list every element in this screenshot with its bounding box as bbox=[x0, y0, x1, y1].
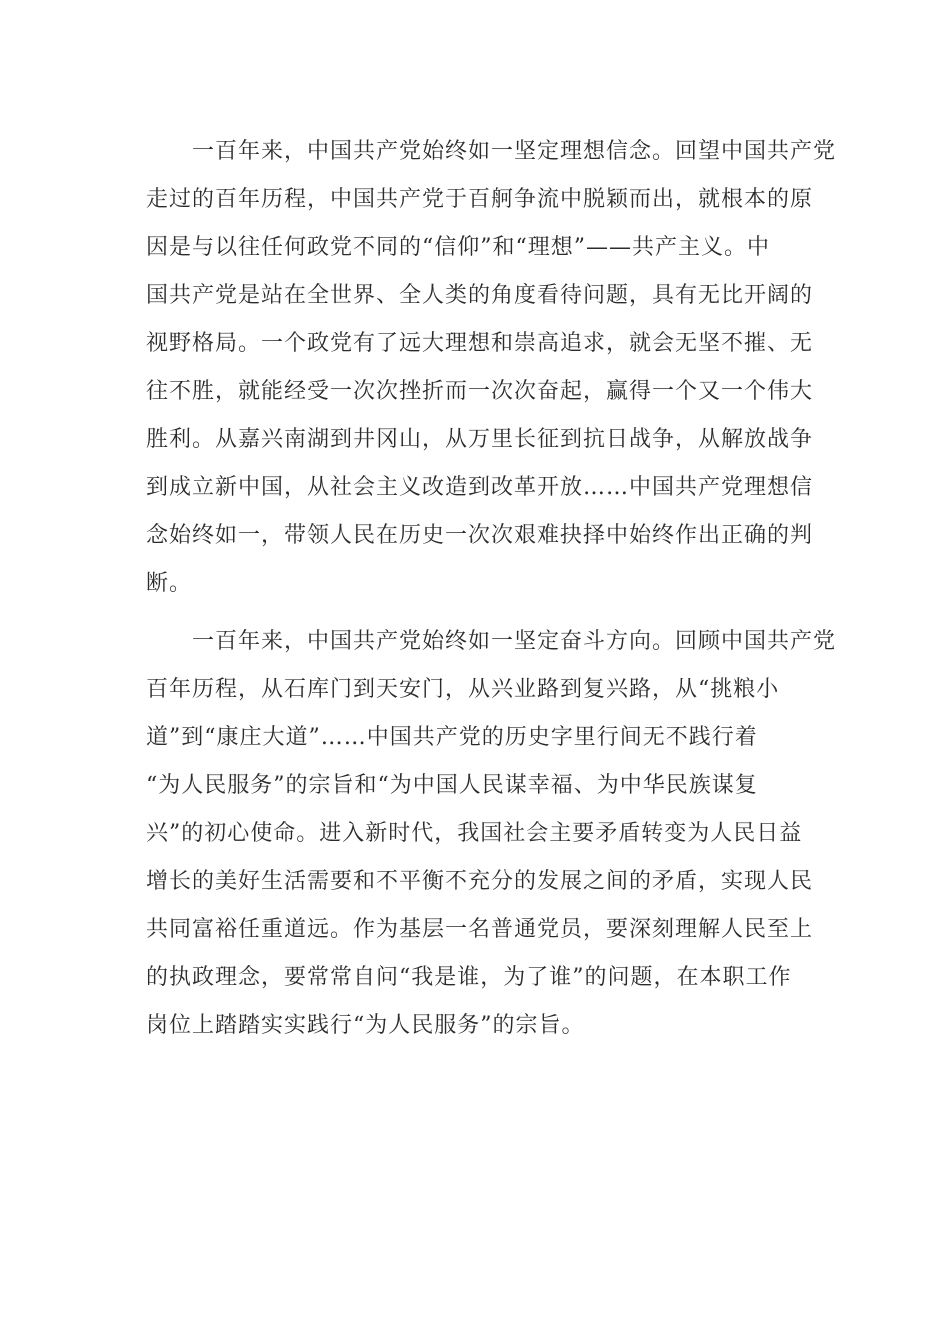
text-line: 一百年来，中国共产党始终如一坚定理想信念。回望中国共产党 bbox=[146, 139, 837, 164]
text-line: 增长的美好生活需要和不平衡不充分的发展之间的矛盾，实现人民 bbox=[146, 869, 814, 894]
text-line: 共同富裕任重道远。作为基层一名普通党员，要深刻理解人民至上 bbox=[146, 917, 814, 942]
text-line: 视野格局。一个政党有了远大理想和崇高追求，就会无坚不摧、无 bbox=[146, 331, 814, 356]
text-line: 岗位上踏踏实实践行“为人民服务”的宗旨。 bbox=[146, 1013, 585, 1038]
document-body bbox=[146, 128, 837, 1050]
paragraph-gap bbox=[146, 608, 806, 618]
text-line: 百年历程，从石库门到天安门，从兴业路到复兴路，从“挑粮小 bbox=[146, 677, 780, 702]
paragraph-direction bbox=[146, 618, 837, 1050]
paragraph-ideals bbox=[146, 128, 837, 608]
text-line: 断。 bbox=[146, 571, 193, 596]
text-line: 胜利。从嘉兴南湖到井冈山，从万里长征到抗日战争，从解放战争 bbox=[146, 427, 814, 452]
text-line: 往不胜，就能经受一次次挫折而一次次奋起，赢得一个又一个伟大 bbox=[146, 379, 814, 404]
text-line: 到成立新中国，从社会主义改造到改革开放……中国共产党理想信 bbox=[146, 475, 814, 500]
text-line: “为人民服务”的宗旨和“为中国人民谋幸福、为中华民族谋复 bbox=[146, 773, 758, 798]
text-line: 念始终如一，带领人民在历史一次次艰难抉择中始终作出正确的判 bbox=[146, 523, 814, 548]
text-line: 一百年来，中国共产党始终如一坚定奋斗方向。回顾中国共产党 bbox=[146, 629, 837, 654]
text-line: 兴”的初心使命。进入新时代，我国社会主要矛盾转变为人民日益 bbox=[146, 821, 803, 846]
text-line: 的执政理念，要常常自问“我是谁，为了谁”的问题，在本职工作 bbox=[146, 965, 792, 990]
text-line: 走过的百年历程，中国共产党于百舸争流中脱颖而出，就根本的原 bbox=[146, 187, 814, 212]
text-line: 国共产党是站在全世界、全人类的角度看待问题，具有无比开阔的 bbox=[146, 283, 814, 308]
text-line: 道”到“康庄大道”……中国共产党的历史字里行间无不践行着 bbox=[146, 725, 758, 750]
text-line: 因是与以往任何政党不同的“信仰”和“理想”——共产主义。中 bbox=[146, 235, 770, 260]
